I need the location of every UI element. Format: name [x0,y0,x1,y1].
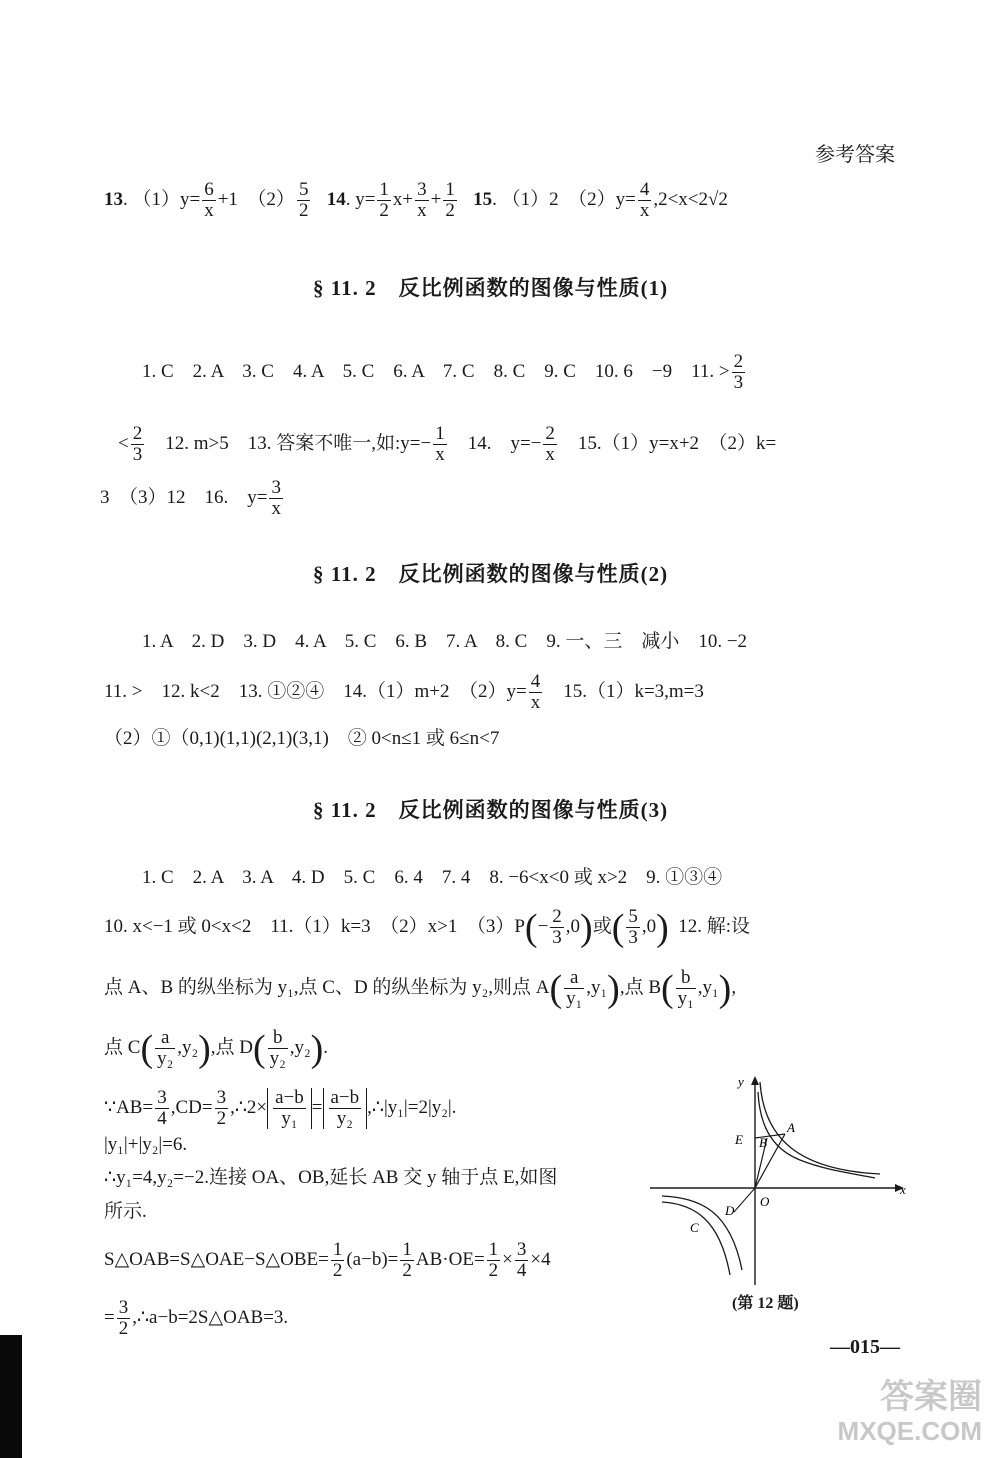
label-e: E [735,1132,743,1147]
fraction: $\frac{4}{x}$ [639,179,650,221]
fraction: $\frac{2}{3}$ [132,423,143,465]
page-header: 参考答案 [815,144,895,166]
segment-od [734,1188,755,1212]
fraction: $\frac{5}{3}$ [628,906,638,948]
label-x: x [900,1182,906,1197]
answer-line: 1. C 2. A 3. C 4. A 5. C 6. A 7. C 8. C 9. C 10. 6 −9 11. > $\frac{2}{3}$ [142,351,744,393]
answer-line-top: 13. （1）y= $\frac{6}{x}$ +1 （2） $\frac{5}{2}$ 14. y= $\frac{1}{2}$ x+ $\frac{3}{x}$ + $\frac{1}{2}$ 15. （1）2 （2）y= $\frac{4}{x}$ ,2<x<2√2 [104,179,728,221]
fraction: $\frac{6}{x}$ [204,179,214,221]
fraction: $\frac{1}{2}$ [379,179,389,221]
fraction: $\frac{a-b}{\text{y₂}}$ [330,1087,360,1129]
fraction: $\frac{a-b}{\text{y₁}}$ [275,1087,304,1129]
answer-line: < $\frac{2}{3}$ 12. m>5 13. 答案不唯一,如:y=− $\frac{1}{x}$ 14. y=− $\frac{2}{x}$ 15.（1）y=x+2 （2）k= [118,423,777,465]
answer-line: 点 C( $\frac{a}{\text{y₂}}$ ,y₂),点 D( $\frac{b}{\text{y₂}}$ ,y₂). [104,1027,329,1070]
watermark: 答案圈 MXQE.COM [837,1378,982,1446]
curve-y2b [662,1202,730,1275]
answer-line: 3 （3）12 16. y= $\frac{3}{x}$ [100,477,281,519]
answer-line: S△OAB=S△OAE−S△OBE= $\frac{1}{2}$ (a−b)= $\frac{1}{2}$ AB·OE= $\frac{1}{2}$ × $\frac{3}{4}$ ×4 [104,1239,551,1281]
answer-line: ∵AB= $\frac{3}{4}$ ,CD= $\frac{3}{2}$ ,∴2× $\frac{a-b}{\text{y₁}}$ = $\frac{a-b}{\text{y₂}}$ ,∴|y₁|=2|y₂|. [104,1087,457,1129]
curve-y1 [760,1082,880,1174]
fraction: $\frac{b}{\text{y₁}}$ [677,967,694,1009]
section-title-3: § 11. 2 反比例函数的图像与性质(3) [313,798,669,822]
fraction: $\frac{2}{x}$ [545,423,555,465]
fraction: $\frac{1}{2}$ [488,1239,499,1281]
fraction: $\frac{1}{x}$ [435,423,445,465]
answer-line: ∴y₁=4,y₂=−2.连接 OA、OB,延长 AB 交 y 轴于点 E,如图 [104,1167,558,1188]
label-o: O [760,1194,770,1209]
label-d: D [725,1203,735,1218]
answer-line: 点 A、B 的纵坐标为 y₁,点 C、D 的纵坐标为 y₂,则点 A( $\frac{a}{\text{y₁}}$ ,y₁),点 B( $\frac{b}{\text{y₁}}$ ,y₁), [104,967,737,1010]
fraction: $\frac{a}{\text{y₂}}$ [157,1027,174,1069]
answer-line: 10. x<−1 或 0<x<2 11.（1）k=3 （2）x>1 （3）P(− $\frac{2}{3}$ ,0)或( $\frac{5}{3}$ ,0) 12. 解:设 [104,906,751,949]
fraction: $\frac{3}{2}$ [216,1087,227,1129]
label-c: C [690,1220,699,1235]
fraction: $\frac{2}{3}$ [733,351,744,393]
y-axis-arrow [751,1076,759,1085]
page-number: —015— [830,1336,900,1358]
fraction: $\frac{1}{2}$ [445,179,455,221]
fraction: $\frac{4}{x}$ [530,671,541,713]
section-title-2: § 11. 2 反比例函数的图像与性质(2) [313,562,669,586]
fraction: $\frac{2}{3}$ [552,906,562,948]
answer-line: |y₁|+|y₂|=6. [104,1134,188,1155]
answer-line: （2）①（0,1)(1,1)(2,1)(3,1) ② 0<n≤1 或 6≤n<7 [104,728,500,749]
section-title-1: § 11. 2 反比例函数的图像与性质(1) [313,276,669,300]
fraction: $\frac{3}{x}$ [271,477,281,519]
fraction: $\frac{1}{2}$ [332,1239,343,1281]
figure-caption: (第 12 题) [732,1295,799,1312]
scan-edge [0,1335,22,1458]
fraction: $\frac{b}{\text{y₂}}$ [269,1027,286,1069]
fraction: $\frac{a}{\text{y₁}}$ [566,967,583,1009]
figure-q12 [650,1070,910,1290]
label-a: A [787,1120,795,1135]
fraction: $\frac{3}{4}$ [516,1239,527,1281]
fraction: $\frac{3}{2}$ [118,1297,129,1339]
fraction: $\frac{5}{2}$ [298,179,309,221]
answer-line: 11. > 12. k<2 13. ①②④ 14.（1）m+2 （2）y= $\frac{4}{x}$ 15.（1）k=3,m=3 [104,671,704,713]
fraction: $\frac{1}{2}$ [402,1239,412,1281]
label-b: B [759,1135,767,1150]
fraction: $\frac{3}{x}$ [417,179,427,221]
label-y: y [738,1074,744,1089]
answer-line: = $\frac{3}{2}$ ,∴a−b=2S△OAB=3. [104,1297,289,1339]
answer-line: 所示. [104,1201,147,1222]
answer-line: 1. C 2. A 3. A 4. D 5. C 6. 4 7. 4 8. −6<x<0 或 x>2 9. ①③④ [142,867,723,888]
answer-line: 1. A 2. D 3. D 4. A 5. C 6. B 7. A 8. C 9. 一、三 减小 10. −2 [142,631,748,652]
fraction: $\frac{3}{4}$ [157,1087,167,1129]
